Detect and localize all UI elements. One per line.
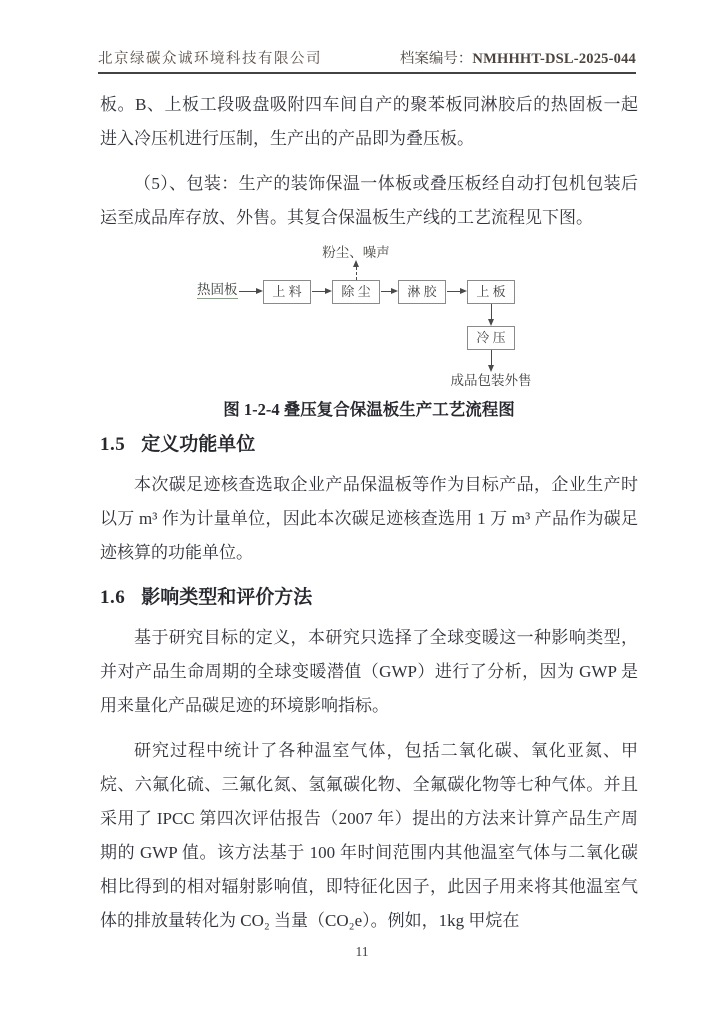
- document-body: [100, 88, 638, 949]
- process-box-boarding: 上 板: [467, 280, 515, 304]
- arrow-down-icon: [491, 350, 492, 370]
- section-heading-1-5: [100, 430, 638, 460]
- figure-caption: 图 1-2-4 叠压复合保温板生产工艺流程图: [223, 400, 515, 419]
- section-heading-1-6: [100, 583, 638, 613]
- flow-output-label: 成品包装外售: [450, 373, 532, 388]
- file-number-value: NMHHHT-DSL-2025-044: [472, 51, 636, 67]
- arrow-right-icon: [312, 291, 330, 292]
- arrow-right-icon: [381, 291, 396, 292]
- process-box-feeding: 上 料: [263, 280, 311, 304]
- arrow-right-icon: [447, 291, 465, 292]
- section-number: 1.6: [100, 587, 126, 608]
- file-number: [400, 47, 636, 68]
- process-box-gluing: 淋 胶: [398, 280, 446, 304]
- file-number-label: 档案编号：: [399, 51, 473, 67]
- page-header: [98, 47, 636, 68]
- arrow-up-dashed-icon: [356, 262, 357, 280]
- process-flowchart: [100, 246, 638, 396]
- paragraph: 板。B、上板工段吸盘吸附四车间自产的聚苯板同淋胶后的热固板一起进入冷压机进行压制，生产出的产品即为叠压板。: [100, 95, 638, 148]
- paragraph: 本次碳足迹核查选取企业产品保温板等作为目标产品，企业生产时以万 m³ 作为计量单位，因此本次碳足迹核查选用 1 万 m³ 产品作为碳足迹核算的功能单位。: [100, 475, 638, 562]
- process-box-dedusting: 除 尘: [332, 280, 380, 304]
- pollutant-label: 粉尘、噪声: [322, 245, 390, 260]
- section-title: 影响类型和评价方法: [141, 587, 313, 608]
- section-title: 定义功能单位: [141, 434, 256, 455]
- paragraph: 基于研究目标的定义，本研究只选择了全球变暖这一种影响类型，并对产品生命周期的全球变暖潜值（GWP）进行了分析，因为 GWP 是用来量化产品碳足迹的环境影响指标。: [100, 628, 638, 715]
- flow-input-label: 热固板: [197, 282, 238, 297]
- section-number: 1.5: [100, 434, 126, 455]
- paragraph: 研究过程中统计了各种温室气体，包括二氧化碳、氧化亚氮、甲烷、六氟化硫、三氟化氮、氢氟碳化物、全氟碳化物等七种气体。并且采用了 IPCC 第四次评估报告（2007 年）提出的方法来计算产品生产周期的 GWP 值。该方法基于 100 年时间范围内其他温室气体与二氧化碳相比得到的相对辐射影响值，即特征化因子，此因子用来将其他温室气体的排放量转化为 CO₂ 当量（CO₂e）。例如，1kg 甲烷在: [100, 741, 638, 930]
- paragraph: （5）、包装：生产的装饰保温一体板或叠压板经自动打包机包装后运至成品库存放、外售。其复合保温板生产线的工艺流程见下图。: [100, 174, 638, 227]
- arrow-right-icon: [239, 291, 261, 292]
- process-box-cold-press: 冷 压: [467, 326, 515, 350]
- company-name: 北京绿碳众诚环境科技有限公司: [98, 51, 322, 67]
- arrow-down-icon: [491, 304, 492, 324]
- header-divider: [98, 72, 636, 74]
- page-number: 11: [355, 944, 369, 959]
